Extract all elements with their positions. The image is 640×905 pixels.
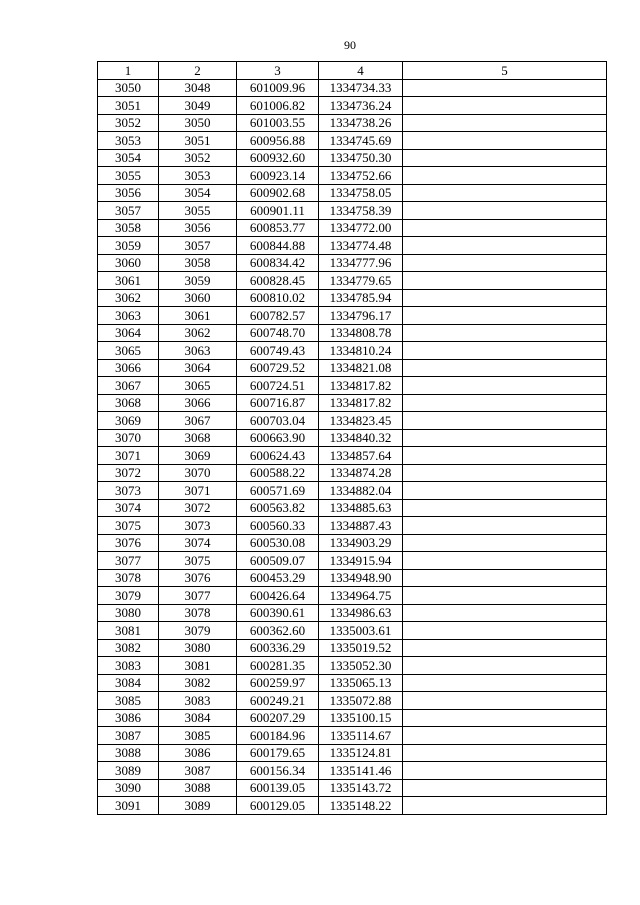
table-cell: 1335141.46	[319, 762, 403, 780]
table-cell: 1334840.32	[319, 429, 403, 447]
table-row	[98, 149, 607, 167]
table-cell: 3064	[159, 359, 237, 377]
table-cell: 600207.29	[237, 709, 319, 727]
table-cell: 3081	[98, 622, 159, 640]
table-cell: 601009.96	[237, 79, 319, 97]
table-cell: 3051	[98, 97, 159, 115]
table-cell	[403, 202, 607, 220]
table-row	[98, 569, 607, 587]
table-cell: 3060	[98, 254, 159, 272]
table-cell	[403, 552, 607, 570]
table-row	[98, 604, 607, 622]
table-cell: 600748.70	[237, 324, 319, 342]
table-cell: 3057	[159, 237, 237, 255]
table-row	[98, 657, 607, 675]
table-cell: 1334964.75	[319, 587, 403, 605]
table-cell: 600530.08	[237, 534, 319, 552]
table-cell: 3089	[159, 797, 237, 815]
table-cell: 600336.29	[237, 639, 319, 657]
table-cell: 600281.35	[237, 657, 319, 675]
table-cell: 1334903.29	[319, 534, 403, 552]
table-cell: 3056	[159, 219, 237, 237]
table-cell: 1335124.81	[319, 744, 403, 762]
table-cell: 1334779.65	[319, 272, 403, 290]
table-row	[98, 709, 607, 727]
table-cell: 3056	[98, 184, 159, 202]
table-cell: 3059	[98, 237, 159, 255]
table-row	[98, 727, 607, 745]
table-cell: 3050	[98, 79, 159, 97]
table-cell: 3076	[159, 569, 237, 587]
table-cell: 600716.87	[237, 394, 319, 412]
table-cell: 3084	[98, 674, 159, 692]
table-cell: 1335100.15	[319, 709, 403, 727]
table-row	[98, 79, 607, 97]
table-row	[98, 237, 607, 255]
table-cell	[403, 342, 607, 360]
table-cell: 600259.97	[237, 674, 319, 692]
table-cell: 1334915.94	[319, 552, 403, 570]
table-row	[98, 482, 607, 500]
table-cell	[403, 657, 607, 675]
table-cell: 600563.82	[237, 499, 319, 517]
table-cell: 600923.14	[237, 167, 319, 185]
table-cell: 600426.64	[237, 587, 319, 605]
table-cell: 600179.65	[237, 744, 319, 762]
table-cell: 3066	[159, 394, 237, 412]
table-row	[98, 97, 607, 115]
table-row	[98, 639, 607, 657]
table-cell	[403, 377, 607, 395]
table-cell: 600362.60	[237, 622, 319, 640]
table-cell: 600834.42	[237, 254, 319, 272]
table-cell: 601003.55	[237, 114, 319, 132]
table-cell: 3087	[98, 727, 159, 745]
table-cell: 600749.43	[237, 342, 319, 360]
table-cell	[403, 499, 607, 517]
table-row	[98, 762, 607, 780]
table-cell: 3070	[159, 464, 237, 482]
table-cell: 3079	[159, 622, 237, 640]
table-cell: 3077	[159, 587, 237, 605]
table-cell: 3052	[159, 149, 237, 167]
table-cell	[403, 394, 607, 412]
table-cell: 3066	[98, 359, 159, 377]
table-cell: 3062	[98, 289, 159, 307]
table-cell: 3078	[159, 604, 237, 622]
table-cell: 3060	[159, 289, 237, 307]
table-cell: 601006.82	[237, 97, 319, 115]
table-cell: 600729.52	[237, 359, 319, 377]
table-cell	[403, 429, 607, 447]
table-cell: 3053	[159, 167, 237, 185]
table-cell: 600509.07	[237, 552, 319, 570]
table-cell: 600724.51	[237, 377, 319, 395]
table-cell	[403, 727, 607, 745]
table-cell: 3052	[98, 114, 159, 132]
table-cell: 3076	[98, 534, 159, 552]
table-cell	[403, 184, 607, 202]
table-cell: 3088	[98, 744, 159, 762]
table-cell: 3068	[159, 429, 237, 447]
table-cell: 3086	[159, 744, 237, 762]
table-cell	[403, 149, 607, 167]
table-cell: 3090	[98, 779, 159, 797]
table-row	[98, 622, 607, 640]
table-cell: 1335052.30	[319, 657, 403, 675]
table-cell	[403, 674, 607, 692]
table-row	[98, 797, 607, 815]
table-header-row	[98, 62, 607, 80]
table-row	[98, 289, 607, 307]
table-cell: 600571.69	[237, 482, 319, 500]
table-cell	[403, 692, 607, 710]
table-cell: 3061	[98, 272, 159, 290]
table-cell: 3064	[98, 324, 159, 342]
table-cell: 3074	[159, 534, 237, 552]
table-cell: 600129.05	[237, 797, 319, 815]
table-cell: 3088	[159, 779, 237, 797]
table-cell: 3085	[159, 727, 237, 745]
table-cell: 600588.22	[237, 464, 319, 482]
table-row	[98, 464, 607, 482]
table-cell	[403, 639, 607, 657]
table-cell: 600901.11	[237, 202, 319, 220]
table-row	[98, 202, 607, 220]
table-cell: 3071	[159, 482, 237, 500]
table-cell	[403, 324, 607, 342]
table-cell: 3054	[159, 184, 237, 202]
table-cell: 3072	[159, 499, 237, 517]
table-cell: 1334817.82	[319, 394, 403, 412]
table-row	[98, 184, 607, 202]
table-cell: 3080	[98, 604, 159, 622]
table-cell: 3053	[98, 132, 159, 150]
table-body	[98, 79, 607, 814]
table-cell: 1334821.08	[319, 359, 403, 377]
table-cell: 3082	[98, 639, 159, 657]
table-cell: 1335143.72	[319, 779, 403, 797]
table-cell: 3072	[98, 464, 159, 482]
table-cell: 3086	[98, 709, 159, 727]
table-cell: 3057	[98, 202, 159, 220]
table-cell: 600782.57	[237, 307, 319, 325]
table-cell	[403, 132, 607, 150]
table-cell: 1334874.28	[319, 464, 403, 482]
table-cell	[403, 797, 607, 815]
table-cell	[403, 744, 607, 762]
column-header: 1	[98, 62, 159, 80]
table-cell: 1334885.63	[319, 499, 403, 517]
table-row	[98, 377, 607, 395]
table-cell: 1334736.24	[319, 97, 403, 115]
table-cell: 3081	[159, 657, 237, 675]
table-cell: 1334810.24	[319, 342, 403, 360]
table-cell	[403, 289, 607, 307]
table-cell: 600844.88	[237, 237, 319, 255]
table-cell: 600663.90	[237, 429, 319, 447]
table-cell	[403, 762, 607, 780]
table-cell: 1334745.69	[319, 132, 403, 150]
table-cell: 1335003.61	[319, 622, 403, 640]
table-row	[98, 114, 607, 132]
table-cell: 3070	[98, 429, 159, 447]
table-cell	[403, 114, 607, 132]
table-cell: 1335148.22	[319, 797, 403, 815]
table-cell: 3067	[98, 377, 159, 395]
table-cell	[403, 412, 607, 430]
table-cell	[403, 779, 607, 797]
table-cell: 1334887.43	[319, 517, 403, 535]
table-cell: 3069	[98, 412, 159, 430]
table-cell: 1334758.05	[319, 184, 403, 202]
table-cell	[403, 569, 607, 587]
table-cell	[403, 359, 607, 377]
table-cell	[403, 272, 607, 290]
table-cell: 1335114.67	[319, 727, 403, 745]
table-cell	[403, 464, 607, 482]
table-cell: 600390.61	[237, 604, 319, 622]
table-cell: 1334817.82	[319, 377, 403, 395]
table-cell	[403, 534, 607, 552]
table-cell: 3058	[98, 219, 159, 237]
table-row	[98, 587, 607, 605]
table-cell	[403, 587, 607, 605]
table-row	[98, 517, 607, 535]
table-cell: 1334948.90	[319, 569, 403, 587]
table-cell: 1335072.88	[319, 692, 403, 710]
table-cell	[403, 482, 607, 500]
table-cell: 3048	[159, 79, 237, 97]
column-header: 5	[403, 62, 607, 80]
table-cell: 1334758.39	[319, 202, 403, 220]
page-number: 90	[344, 38, 356, 52]
table-cell: 600810.02	[237, 289, 319, 307]
column-header: 4	[319, 62, 403, 80]
table-cell: 3063	[98, 307, 159, 325]
table-row	[98, 359, 607, 377]
table-cell	[403, 167, 607, 185]
table-cell: 3074	[98, 499, 159, 517]
table-cell: 3080	[159, 639, 237, 657]
table-row	[98, 744, 607, 762]
table-cell: 3075	[98, 517, 159, 535]
table-row	[98, 552, 607, 570]
table-cell: 3062	[159, 324, 237, 342]
table-cell: 600560.33	[237, 517, 319, 535]
table-cell: 1334774.48	[319, 237, 403, 255]
table-cell: 600828.45	[237, 272, 319, 290]
table-cell	[403, 97, 607, 115]
table-cell: 1335065.13	[319, 674, 403, 692]
table-cell: 600902.68	[237, 184, 319, 202]
table-cell: 3084	[159, 709, 237, 727]
table-cell: 1334752.66	[319, 167, 403, 185]
table-cell: 3079	[98, 587, 159, 605]
table-cell: 1334734.33	[319, 79, 403, 97]
table-cell	[403, 604, 607, 622]
table-cell: 3089	[98, 762, 159, 780]
table-cell: 1334823.45	[319, 412, 403, 430]
table-cell: 600156.34	[237, 762, 319, 780]
table-cell: 600139.05	[237, 779, 319, 797]
table-cell: 3078	[98, 569, 159, 587]
table-cell	[403, 622, 607, 640]
table-row	[98, 132, 607, 150]
table-cell: 3059	[159, 272, 237, 290]
table-cell: 3055	[159, 202, 237, 220]
table-row	[98, 342, 607, 360]
table-cell: 600249.21	[237, 692, 319, 710]
table-cell: 3065	[159, 377, 237, 395]
table-cell	[403, 517, 607, 535]
table-cell: 3068	[98, 394, 159, 412]
table-row	[98, 534, 607, 552]
table-cell: 1334808.78	[319, 324, 403, 342]
table-cell: 3051	[159, 132, 237, 150]
table-cell: 1334772.00	[319, 219, 403, 237]
table-row	[98, 324, 607, 342]
table-cell: 600956.88	[237, 132, 319, 150]
table-row	[98, 429, 607, 447]
table-cell: 1334857.64	[319, 447, 403, 465]
table-cell: 1334796.17	[319, 307, 403, 325]
table-row	[98, 272, 607, 290]
table-cell	[403, 307, 607, 325]
table-cell	[403, 79, 607, 97]
table-cell: 3083	[98, 657, 159, 675]
table-cell	[403, 709, 607, 727]
column-header: 2	[159, 62, 237, 80]
table-row	[98, 412, 607, 430]
table-row	[98, 447, 607, 465]
table-cell	[403, 254, 607, 272]
table-cell: 3071	[98, 447, 159, 465]
table-cell: 1334986.63	[319, 604, 403, 622]
table-row	[98, 219, 607, 237]
table-cell: 3061	[159, 307, 237, 325]
column-header: 3	[237, 62, 319, 80]
table-cell	[403, 447, 607, 465]
table-cell: 3085	[98, 692, 159, 710]
table-cell: 3083	[159, 692, 237, 710]
table-cell: 3067	[159, 412, 237, 430]
table-cell: 3055	[98, 167, 159, 185]
table-row	[98, 779, 607, 797]
table-row	[98, 499, 607, 517]
table-cell: 3075	[159, 552, 237, 570]
table-cell: 600453.29	[237, 569, 319, 587]
table-cell: 3058	[159, 254, 237, 272]
table-cell: 600703.04	[237, 412, 319, 430]
table-cell: 3087	[159, 762, 237, 780]
table-cell: 1334738.26	[319, 114, 403, 132]
table-cell	[403, 237, 607, 255]
table-row	[98, 674, 607, 692]
table-row	[98, 254, 607, 272]
table-cell: 1334785.94	[319, 289, 403, 307]
table-cell: 3063	[159, 342, 237, 360]
table-cell	[403, 219, 607, 237]
table-cell: 1335019.52	[319, 639, 403, 657]
table-cell: 600853.77	[237, 219, 319, 237]
table-cell: 600932.60	[237, 149, 319, 167]
table-cell: 600184.96	[237, 727, 319, 745]
table-cell: 3049	[159, 97, 237, 115]
table-row	[98, 394, 607, 412]
table-cell: 3050	[159, 114, 237, 132]
table-cell: 1334750.30	[319, 149, 403, 167]
table-cell: 3077	[98, 552, 159, 570]
table-row	[98, 167, 607, 185]
table-row	[98, 692, 607, 710]
table-cell: 3082	[159, 674, 237, 692]
coordinates-table	[97, 61, 607, 815]
table-cell: 1334882.04	[319, 482, 403, 500]
table-cell: 3073	[98, 482, 159, 500]
table-cell: 3054	[98, 149, 159, 167]
table-cell: 3073	[159, 517, 237, 535]
table-cell: 3091	[98, 797, 159, 815]
table-cell: 1334777.96	[319, 254, 403, 272]
table-cell: 3065	[98, 342, 159, 360]
table-row	[98, 307, 607, 325]
table-cell: 3069	[159, 447, 237, 465]
table-cell: 600624.43	[237, 447, 319, 465]
